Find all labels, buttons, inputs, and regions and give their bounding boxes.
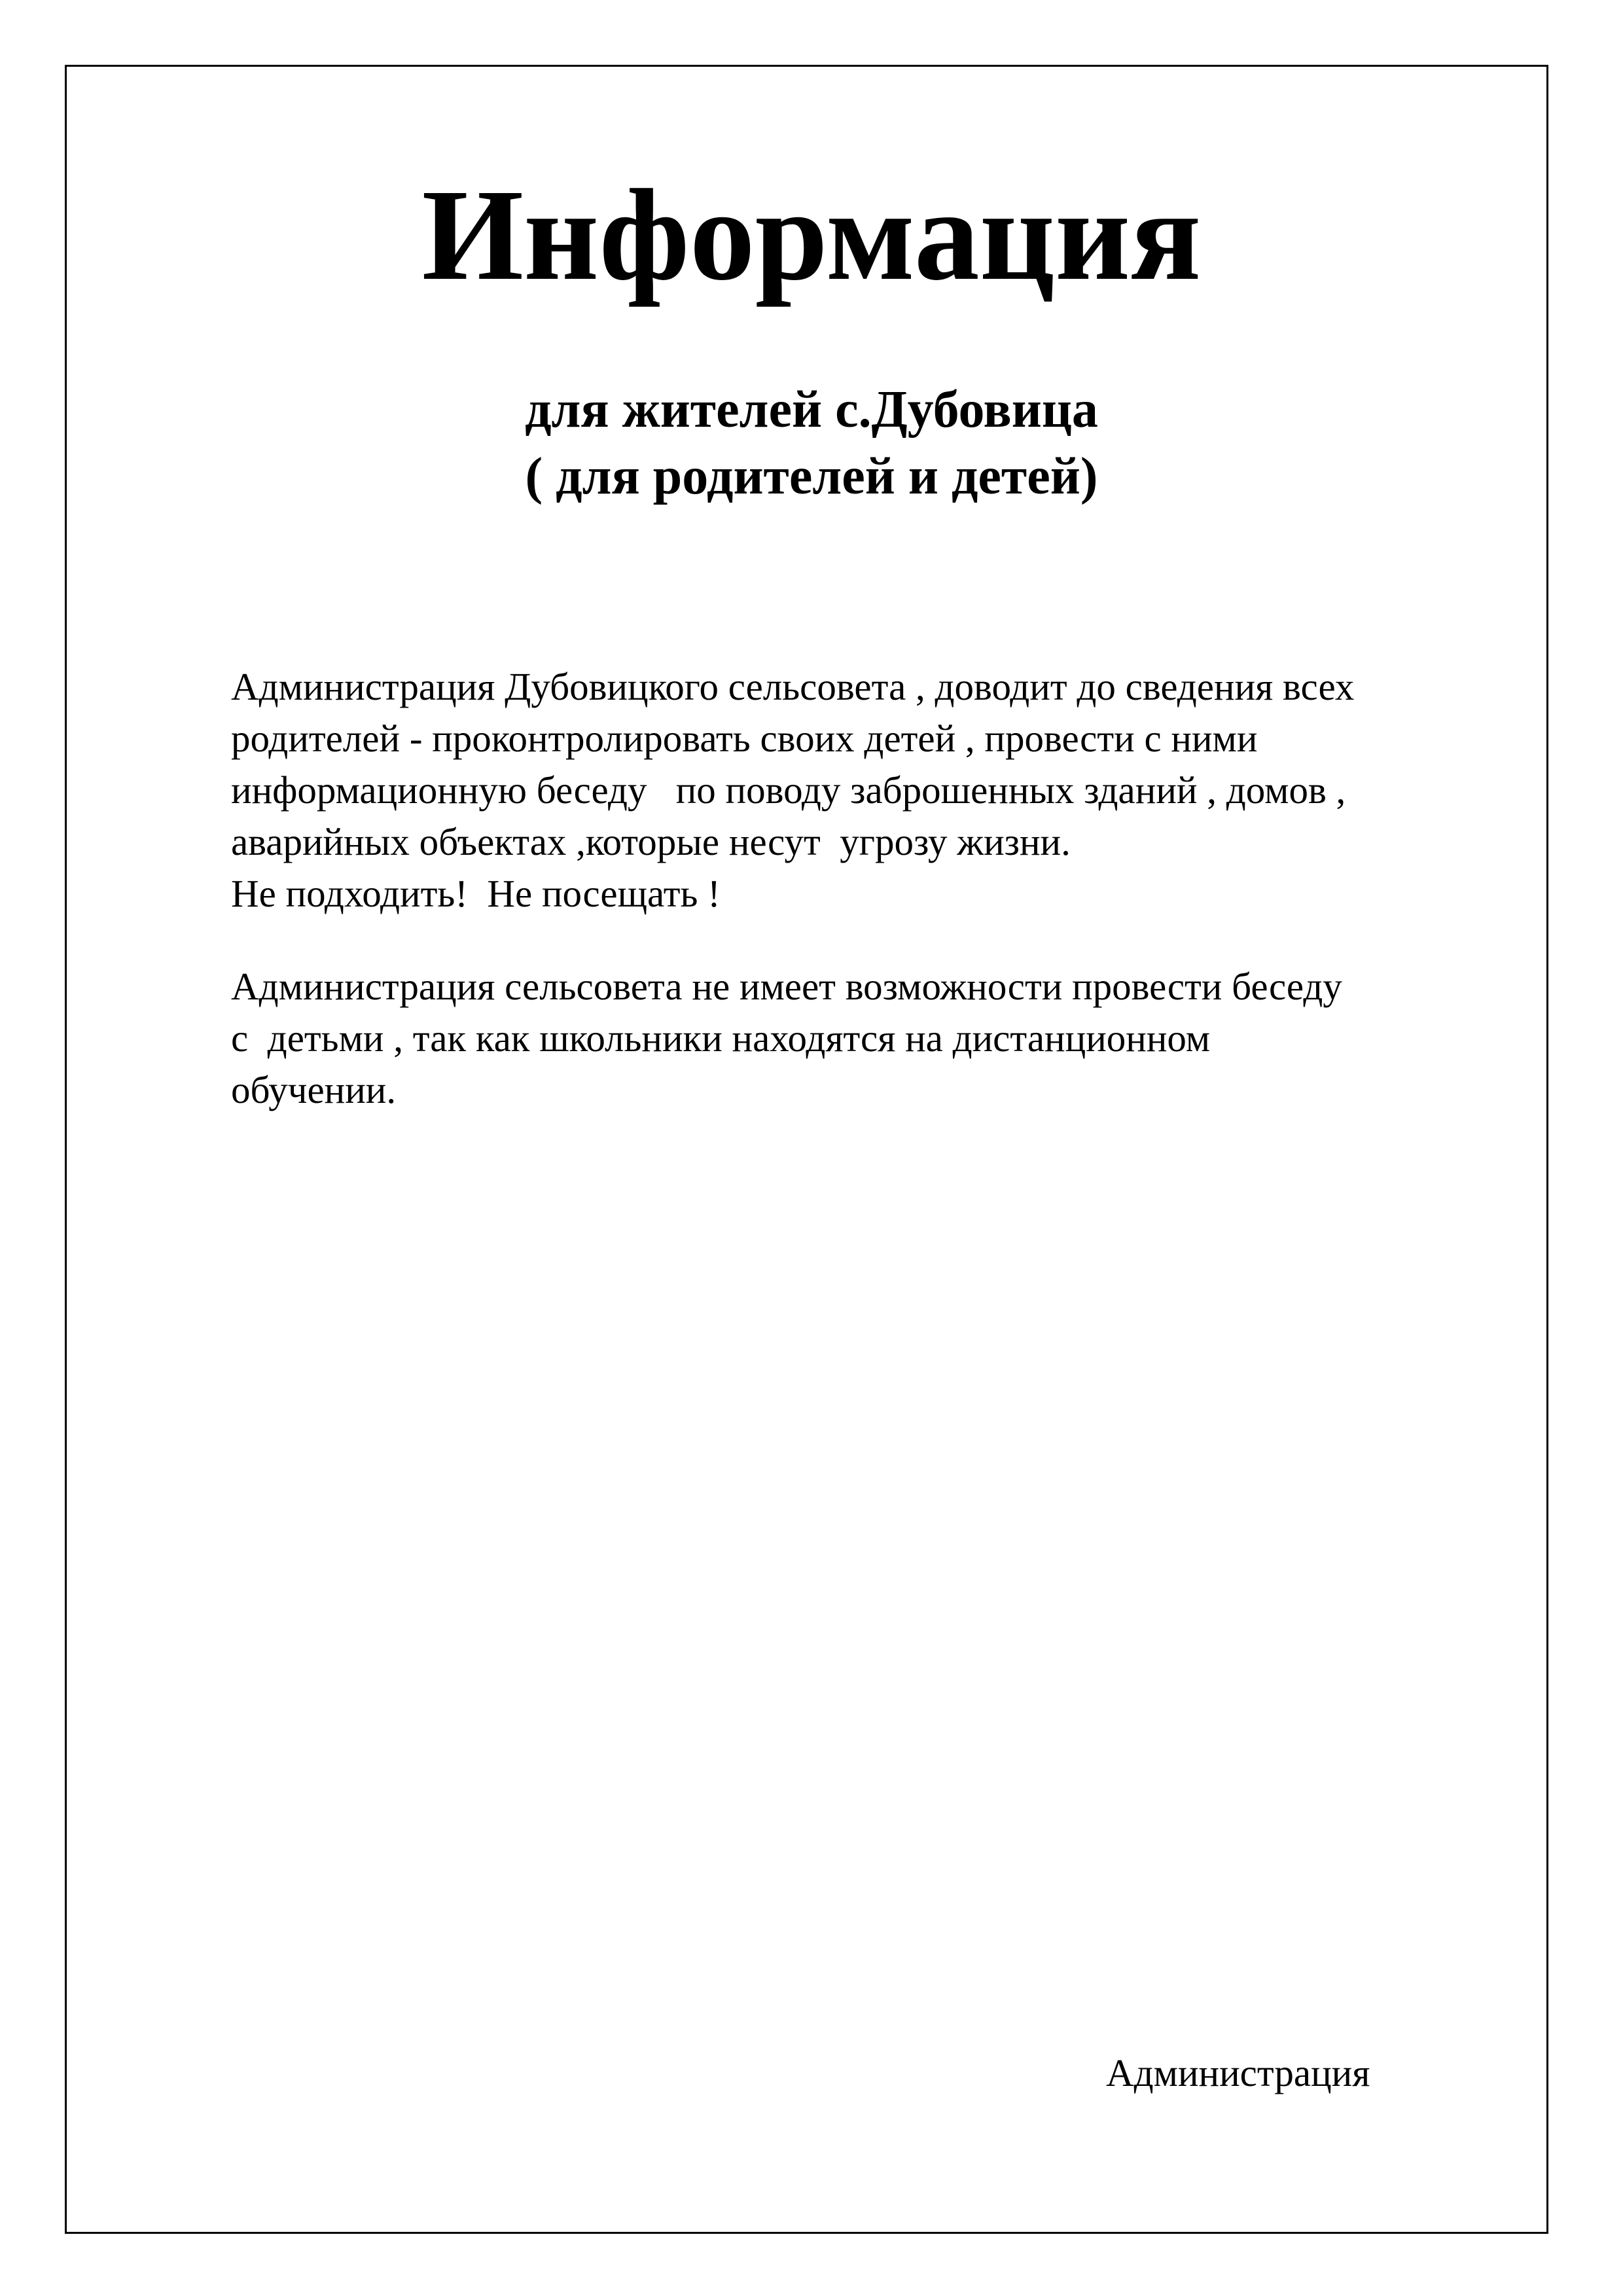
paragraph1-line3: информационную беседу по поводу заброшенных зданий , домов , <box>231 768 1346 812</box>
document-title: Информация <box>421 163 1202 308</box>
paragraph2-line2: с детьми , так как школьники находятся на дистанционном <box>231 1016 1211 1060</box>
signature: Администрация <box>1106 2051 1370 2094</box>
subtitle-parents-children: ( для родителей и детей) <box>525 448 1098 505</box>
paragraph1-line2: родителей - проконтролировать своих детей , провести с ними <box>231 717 1258 760</box>
paragraph2-line1: Администрация сельсовета не имеет возможности провести беседу <box>231 965 1342 1008</box>
paragraph1-line4: аварийных объектах ,которые несут угрозу жизни. <box>231 820 1071 863</box>
paragraph1-line1: Администрация Дубовицкого сельсовета , доводит до сведения всех <box>231 665 1355 708</box>
paragraph2-line3: обучении. <box>231 1068 397 1111</box>
paragraph1-line5: Не подходить! Не посещать ! <box>231 872 721 915</box>
subtitle-residents: для жителей с.Дубовица <box>525 381 1098 439</box>
